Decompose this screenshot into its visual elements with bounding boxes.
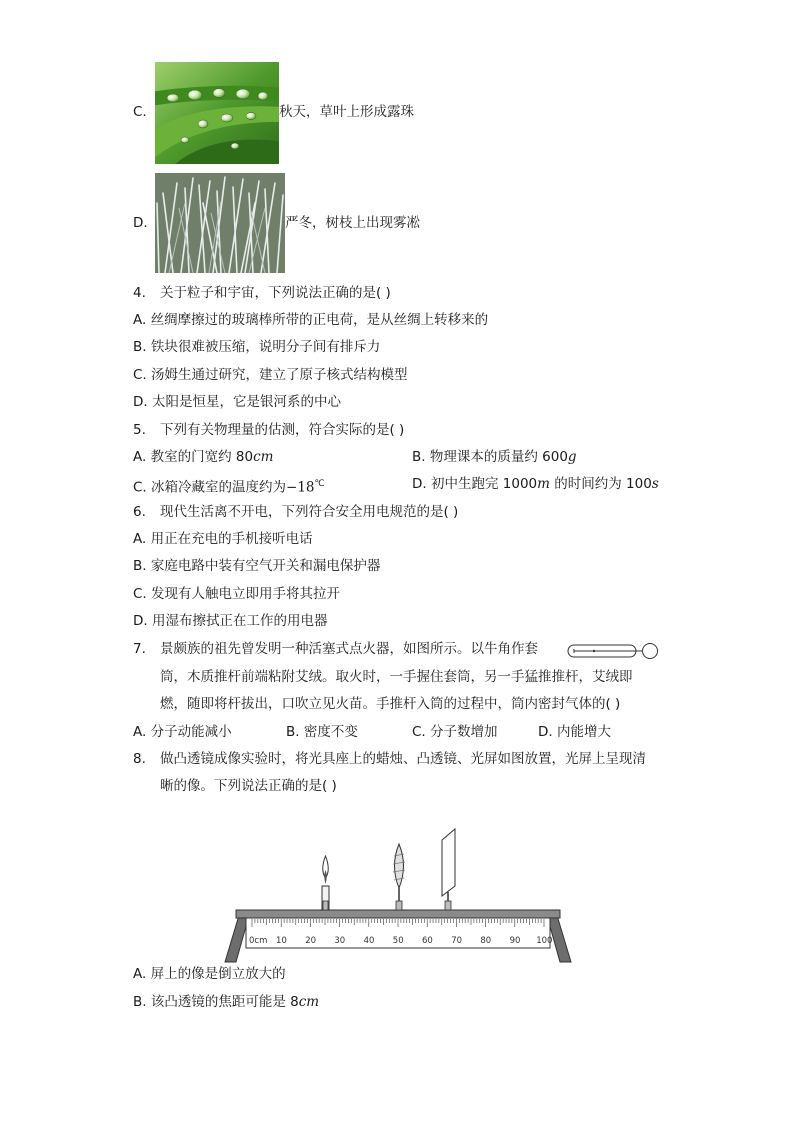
ruler-tick-label: 20 xyxy=(305,936,317,946)
q4-option-c: C. 汤姆生通过研究，建立了原子核式结构模型 xyxy=(133,367,408,383)
q7-option-d: D. 内能增大 xyxy=(538,724,611,740)
q8-line2: 晰的像。下列说法正确的是( ) xyxy=(160,778,337,794)
q5-option-d-unit2: s xyxy=(651,476,659,492)
q8-option-a: A. 屏上的像是倒立放大的 xyxy=(133,966,286,982)
ruler-unit-label: 0cm xyxy=(249,936,268,946)
fire-piston-figure xyxy=(566,640,660,662)
q6-option-a: A. 用正在充电的手机接听电话 xyxy=(133,531,313,547)
q8-line1: 做凸透镜成像实验时，将光具座上的蜡烛、凸透镜、光屏如图放置，光屏上呈现清 xyxy=(160,751,646,767)
q5-option-c xyxy=(133,475,325,497)
q5-number: 5. xyxy=(133,422,146,438)
q7-option-c: C. 分子数增加 xyxy=(412,724,498,740)
optical-bench-figure xyxy=(222,826,574,964)
q6-option-d: D. 用湿布擦拭正在工作的用电器 xyxy=(133,613,328,629)
ruler-tick-label: 50 xyxy=(392,936,404,946)
ruler-tick-label: 10 xyxy=(276,936,287,946)
q7-option-a: A. 分子动能减小 xyxy=(133,724,232,740)
q4-option-b: B. 铁块很难被压缩，说明分子间有排斥力 xyxy=(133,339,381,355)
option-d-text: 严冬，树枝上出现雾凇 xyxy=(285,215,420,231)
q5-option-c-text: C. 冰箱冷藏室的温度约为 xyxy=(133,479,287,496)
ruler-tick-label: 100 xyxy=(536,936,553,946)
ruler-tick-label: 70 xyxy=(451,936,463,946)
q5-stem: 下列有关物理量的估测，符合实际的是( ) xyxy=(160,422,405,438)
q5-option-b-unit: g xyxy=(567,449,577,465)
q5-option-a-text: A. 教室的门宽约 80 xyxy=(133,449,254,465)
frost-grass-image xyxy=(155,173,285,273)
q5-option-c-unit: ℃ xyxy=(314,479,325,489)
q5-option-a xyxy=(133,448,273,466)
dew-drops-image xyxy=(155,62,279,164)
light-screen xyxy=(442,829,455,910)
convex-lens xyxy=(393,844,405,910)
q4-option-d: D. 太阳是恒星，它是银河系的中心 xyxy=(133,394,341,410)
candle xyxy=(322,856,329,910)
q5-option-c-value: −18 xyxy=(286,479,315,496)
q8-option-b-unit: cm xyxy=(298,994,320,1010)
q5-option-a-unit: cm xyxy=(253,449,274,465)
q5-option-b xyxy=(412,448,577,466)
q7-line3: 燃，随即将杆拔出，口吹立见火苗。手推杆入筒的过程中，筒内密封气体的( ) xyxy=(160,696,621,712)
q7-number: 7. xyxy=(133,641,146,657)
q4-option-a: A. 丝绸摩擦过的玻璃棒所带的正电荷，是从丝绸上转移来的 xyxy=(133,312,489,328)
q6-number: 6. xyxy=(133,504,146,520)
q4-stem: 关于粒子和宇宙，下列说法正确的是( ) xyxy=(160,285,391,301)
ruler-tick-label: 80 xyxy=(480,936,492,946)
q5-option-d xyxy=(412,475,659,493)
ruler-tick-label: 30 xyxy=(334,936,346,946)
q7-option-b: B. 密度不变 xyxy=(286,724,358,740)
q5-option-d-unit1: m xyxy=(537,476,550,492)
q8-option-b-text: B. 该凸透镜的焦距可能是 8 xyxy=(133,994,299,1010)
q5-option-b-text: B. 物理课本的质量约 600 xyxy=(412,449,568,465)
option-c-text: 秋天，草叶上形成露珠 xyxy=(279,104,414,120)
q8-option-b xyxy=(133,993,319,1011)
q7-line1: 景颇族的祖先曾发明一种活塞式点火器，如图所示。以牛角作套 xyxy=(160,641,538,657)
q5-option-d-mid: 的时间约为 100 xyxy=(549,476,652,492)
q6-stem: 现代生活离不开电，下列符合安全用电规范的是( ) xyxy=(160,504,459,520)
q7-line2: 筒，木质推杆前端粘附艾绒。取火时，一手握住套筒，另一手猛推推杆，艾绒即 xyxy=(160,669,633,685)
q4-number: 4. xyxy=(133,285,146,301)
q6-option-b: B. 家庭电路中装有空气开关和漏电保护器 xyxy=(133,558,381,574)
ruler-tick-label: 60 xyxy=(422,936,433,946)
option-c-label: C. xyxy=(133,104,147,120)
ruler-tick-label: 90 xyxy=(509,936,521,946)
ruler-tick-label: 40 xyxy=(363,936,375,946)
option-d-label: D. xyxy=(133,215,148,231)
q5-option-d-text: D. 初中生跑完 1000 xyxy=(412,476,538,492)
q6-option-c: C. 发现有人触电立即用手将其拉开 xyxy=(133,586,341,602)
q8-number: 8. xyxy=(133,751,146,767)
